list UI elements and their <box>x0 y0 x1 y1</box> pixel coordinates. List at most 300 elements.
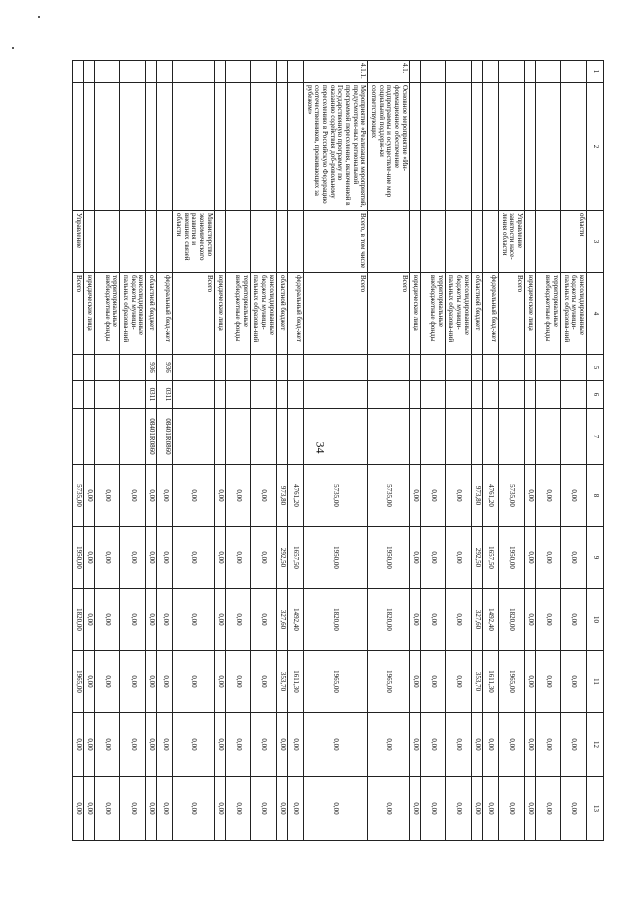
table-cell <box>95 409 120 465</box>
table-cell <box>146 61 157 83</box>
table-cell <box>95 381 120 409</box>
table-cell <box>225 355 250 381</box>
table-cell: 292,50 <box>276 527 287 589</box>
table-cell <box>560 355 586 381</box>
table-cell: 0,00 <box>173 713 214 777</box>
table-cell <box>445 355 471 381</box>
table-cell: 0,00 <box>157 651 173 713</box>
table-cell: 08401R0860 <box>157 409 173 465</box>
table-cell: территориальные внебюджетные фонды <box>535 273 560 355</box>
table-cell: 0,00 <box>157 527 173 589</box>
table-cell <box>482 381 498 409</box>
table-cell: 0,00 <box>535 651 560 713</box>
table-cell <box>276 61 287 83</box>
table-cell <box>524 355 535 381</box>
table-cell <box>471 61 482 83</box>
table-cell <box>214 381 225 409</box>
table-cell <box>225 83 250 211</box>
table-cell <box>120 61 146 83</box>
table-cell: Мероприятие «Реализация мероприятий, предусмотрен-ных региональной программой переселения, включенной в Государственную программу по оказанию содействия доб-ровольному переселению в Российскую Федерацию соотечественников, проживающих за рубежом» <box>303 83 368 211</box>
table-cell <box>276 83 287 211</box>
table-cell <box>84 355 95 381</box>
table-cell: 0,00 <box>146 465 157 527</box>
table-cell <box>535 83 560 211</box>
table-cell: 0,00 <box>420 589 445 651</box>
table-cell: 0,00 <box>157 465 173 527</box>
table-cell <box>173 61 214 83</box>
table-cell: 1820,00 <box>303 589 368 651</box>
table-cell: 0,00 <box>157 777 173 841</box>
table-cell <box>287 355 303 381</box>
table-cell: 1657,50 <box>482 527 498 589</box>
column-number-row <box>587 61 604 841</box>
table-cell <box>482 355 498 381</box>
table-cell <box>420 355 445 381</box>
table-cell <box>120 211 146 273</box>
table-cell <box>524 381 535 409</box>
table-cell <box>276 211 287 273</box>
table-cell: 0,00 <box>409 777 420 841</box>
table-cell <box>250 409 276 465</box>
table-cell: областной бюджет <box>276 273 287 355</box>
table-cell <box>420 409 445 465</box>
table-cell: 973,80 <box>471 465 482 527</box>
table-cell: юридические лица <box>84 273 95 355</box>
table-cell: 0,00 <box>146 651 157 713</box>
table-cell: 1965,00 <box>498 651 524 713</box>
table-cell: 0,00 <box>84 589 95 651</box>
table-cell: 1950,00 <box>73 527 84 589</box>
table-cell: 0,00 <box>445 777 471 841</box>
table-cell <box>420 211 445 273</box>
table-cell <box>276 355 287 381</box>
table-cell: областной бюджет <box>146 273 157 355</box>
table-row <box>498 61 524 841</box>
table-row <box>173 61 214 841</box>
table-cell: 0,00 <box>225 589 250 651</box>
table-row <box>560 61 586 841</box>
table-cell: 0,00 <box>560 589 586 651</box>
table-cell: 0,00 <box>409 589 420 651</box>
table-cell: 1820,00 <box>498 589 524 651</box>
table-cell <box>287 381 303 409</box>
table-cell: 4761,20 <box>287 465 303 527</box>
table-row <box>225 61 250 841</box>
table-cell <box>482 61 498 83</box>
table-cell: 0,00 <box>120 713 146 777</box>
table-cell: 0,00 <box>120 651 146 713</box>
table-cell: 0,00 <box>409 651 420 713</box>
table-cell: 1965,00 <box>368 651 409 713</box>
table-row <box>420 61 445 841</box>
table-cell <box>157 83 173 211</box>
budget-table <box>72 60 604 841</box>
table-cell <box>120 409 146 465</box>
table-cell: 0,00 <box>276 713 287 777</box>
table-cell <box>95 211 120 273</box>
scan-speck <box>38 16 40 18</box>
table-cell: 0,00 <box>95 713 120 777</box>
table-cell: 0,00 <box>214 777 225 841</box>
table-cell: 1950,00 <box>303 527 368 589</box>
table-cell: 0,00 <box>535 589 560 651</box>
table-cell: 5735,00 <box>73 465 84 527</box>
table-cell <box>409 381 420 409</box>
table-cell: 0,00 <box>120 589 146 651</box>
table-cell: 0,00 <box>303 713 368 777</box>
table-cell <box>482 211 498 273</box>
table-cell: 0,00 <box>95 527 120 589</box>
table-cell <box>173 83 214 211</box>
table-cell <box>276 381 287 409</box>
table-cell: 0,00 <box>535 527 560 589</box>
rotated-table-area <box>75 60 604 840</box>
table-cell: 0,00 <box>84 527 95 589</box>
table-cell: 0,00 <box>445 465 471 527</box>
table-cell: 0,00 <box>250 465 276 527</box>
table-cell <box>498 83 524 211</box>
table-cell: 0,00 <box>173 527 214 589</box>
table-cell: 0,00 <box>303 777 368 841</box>
table-cell: 0,00 <box>146 713 157 777</box>
table-cell: 0,00 <box>146 527 157 589</box>
table-row <box>95 61 120 841</box>
table-cell <box>95 61 120 83</box>
table-cell: 0,00 <box>560 465 586 527</box>
table-cell <box>420 381 445 409</box>
table-cell: 0,00 <box>173 465 214 527</box>
table-cell <box>173 381 214 409</box>
table-cell <box>225 211 250 273</box>
table-cell: 0,00 <box>95 589 120 651</box>
column-header: 2 <box>587 83 604 211</box>
table-row <box>445 61 471 841</box>
table-cell: 0,00 <box>560 713 586 777</box>
table-cell <box>482 83 498 211</box>
table-cell <box>84 61 95 83</box>
table-cell <box>482 409 498 465</box>
table-cell: 0,00 <box>524 777 535 841</box>
table-cell: 0,00 <box>214 527 225 589</box>
table-cell <box>498 381 524 409</box>
table-cell: 1820,00 <box>73 589 84 651</box>
table-row <box>73 61 84 841</box>
table-cell <box>409 61 420 83</box>
table-row <box>84 61 95 841</box>
table-cell <box>445 381 471 409</box>
table-cell: 1965,00 <box>303 651 368 713</box>
table-cell: 0,00 <box>73 713 84 777</box>
table-cell: 0,00 <box>535 713 560 777</box>
table-cell <box>73 61 84 83</box>
table-cell <box>120 355 146 381</box>
scan-speck <box>12 47 14 49</box>
table-cell <box>250 355 276 381</box>
column-header: 8 <box>587 465 604 527</box>
column-header: 12 <box>587 713 604 777</box>
table-cell: 5735,00 <box>498 465 524 527</box>
column-header: 13 <box>587 777 604 841</box>
table-cell: 0,00 <box>287 713 303 777</box>
table-cell: 0,00 <box>225 713 250 777</box>
table-row <box>276 61 287 841</box>
table-cell <box>250 83 276 211</box>
table-cell: 0,00 <box>420 777 445 841</box>
table-cell: юридические лица <box>524 273 535 355</box>
table-cell: 0,00 <box>173 777 214 841</box>
table-row <box>287 61 303 841</box>
table-cell: 353,70 <box>471 651 482 713</box>
table-cell: Основное мероприятие «Ин-формационное обеспечение подпрограммы и осуществле-ние мер социальной поддерж-ки соответствующих <box>368 83 409 211</box>
table-cell: 0,00 <box>225 777 250 841</box>
table-cell: 973,80 <box>276 465 287 527</box>
table-cell <box>157 211 173 273</box>
table-cell: 0,00 <box>250 651 276 713</box>
page-number: 34 <box>313 441 328 454</box>
table-cell <box>409 355 420 381</box>
table-cell: 0,00 <box>471 713 482 777</box>
table-cell: 1657,50 <box>287 527 303 589</box>
column-header: 1 <box>587 61 604 83</box>
table-cell: 0,00 <box>214 589 225 651</box>
table-cell <box>535 211 560 273</box>
table-cell <box>471 211 482 273</box>
table-cell: Министерство экономического развития и внешних связей области <box>173 211 214 273</box>
table-cell: 0,00 <box>482 713 498 777</box>
table-cell <box>409 83 420 211</box>
table-cell <box>120 83 146 211</box>
table-cell <box>524 83 535 211</box>
table-cell: 4.1. <box>368 61 409 83</box>
table-cell <box>368 355 409 381</box>
table-cell: 0,00 <box>120 465 146 527</box>
table-cell: 0,00 <box>173 589 214 651</box>
table-cell: консолидированные бюджеты муници-пальных образова-ний <box>445 273 471 355</box>
column-header: 9 <box>587 527 604 589</box>
table-cell: 0,00 <box>445 651 471 713</box>
table-cell: 4761,20 <box>482 465 498 527</box>
table-row <box>214 61 225 841</box>
table-cell: 0,00 <box>157 713 173 777</box>
table-cell <box>535 381 560 409</box>
table-cell <box>498 409 524 465</box>
table-cell: 0,00 <box>445 713 471 777</box>
table-cell <box>524 211 535 273</box>
table-cell <box>471 381 482 409</box>
table-cell: Всего <box>498 273 524 355</box>
table-cell <box>225 409 250 465</box>
table-cell: 1611,30 <box>482 651 498 713</box>
table-cell <box>95 83 120 211</box>
table-cell: консолидированные бюджеты муници-пальных образова-ний <box>560 273 586 355</box>
table-cell: 1965,00 <box>73 651 84 713</box>
column-header: 6 <box>587 381 604 409</box>
table-cell <box>303 409 368 465</box>
table-cell: 0,00 <box>368 713 409 777</box>
table-cell <box>73 83 84 211</box>
table-cell: 0,00 <box>214 651 225 713</box>
table-cell <box>560 409 586 465</box>
table-cell <box>420 83 445 211</box>
table-cell <box>524 61 535 83</box>
table-cell: 0,00 <box>250 777 276 841</box>
table-cell <box>120 381 146 409</box>
table-row <box>146 61 157 841</box>
table-cell <box>409 211 420 273</box>
table-cell: 1492,40 <box>287 589 303 651</box>
column-header: 11 <box>587 651 604 713</box>
table-cell: юридические лица <box>214 273 225 355</box>
table-cell: 0,00 <box>146 777 157 841</box>
table-cell: 0,00 <box>276 777 287 841</box>
table-cell: 0,00 <box>250 527 276 589</box>
table-cell: 0,00 <box>409 465 420 527</box>
table-cell: консолидированные бюджеты муници-пальных образова-ний <box>120 273 146 355</box>
table-cell: 0,00 <box>173 651 214 713</box>
table-cell <box>471 409 482 465</box>
table-cell <box>287 83 303 211</box>
table-cell: 0,00 <box>445 527 471 589</box>
table-cell <box>173 409 214 465</box>
table-cell: 0,00 <box>420 713 445 777</box>
table-row <box>535 61 560 841</box>
table-cell <box>276 409 287 465</box>
table-cell <box>560 381 586 409</box>
table-row <box>482 61 498 841</box>
table-cell: 0,00 <box>250 713 276 777</box>
table-cell: юридические лица <box>409 273 420 355</box>
table-cell: 0,00 <box>84 777 95 841</box>
table-cell: 0,00 <box>498 713 524 777</box>
table-cell <box>214 211 225 273</box>
table-cell <box>84 409 95 465</box>
table-cell: 0,00 <box>471 777 482 841</box>
table-cell: 0,00 <box>95 651 120 713</box>
table-cell <box>84 83 95 211</box>
table-row <box>250 61 276 841</box>
table-cell: 0,00 <box>498 777 524 841</box>
table-cell: 0,00 <box>420 465 445 527</box>
table-cell: Управление занятости насе-ления области <box>498 211 524 273</box>
table-cell: 0,00 <box>84 713 95 777</box>
table-cell: консолидированные бюджеты муници-пальных образова-ний <box>250 273 276 355</box>
table-cell: 0,00 <box>120 777 146 841</box>
table-cell: 0,00 <box>146 589 157 651</box>
table-cell <box>146 211 157 273</box>
table-cell: 5735,00 <box>368 465 409 527</box>
table-cell: 0,00 <box>84 465 95 527</box>
column-header: 5 <box>587 355 604 381</box>
table-cell <box>214 83 225 211</box>
table-cell: 0,00 <box>225 465 250 527</box>
table-cell <box>560 83 586 211</box>
table-cell <box>498 355 524 381</box>
table-cell <box>535 355 560 381</box>
table-cell <box>445 211 471 273</box>
table-cell: 1492,40 <box>482 589 498 651</box>
table-cell: 0,00 <box>225 527 250 589</box>
table-row <box>303 61 368 841</box>
table-cell: 08401R0860 <box>146 409 157 465</box>
table-cell: 0,00 <box>120 527 146 589</box>
table-cell <box>535 61 560 83</box>
table-cell <box>250 211 276 273</box>
table-cell <box>95 355 120 381</box>
table-cell <box>157 61 173 83</box>
table-cell: 0,00 <box>524 527 535 589</box>
table-cell <box>146 83 157 211</box>
table-cell: 327,60 <box>471 589 482 651</box>
table-row <box>471 61 482 841</box>
table-cell <box>225 381 250 409</box>
table-body <box>73 61 587 841</box>
table-cell: 0,00 <box>368 777 409 841</box>
table-cell <box>445 409 471 465</box>
table-cell <box>445 61 471 83</box>
table-cell: 0311 <box>146 381 157 409</box>
table-cell <box>287 409 303 465</box>
table-cell: 0,00 <box>84 651 95 713</box>
table-cell: 0,00 <box>95 465 120 527</box>
table-cell: 0,00 <box>560 527 586 589</box>
table-cell: Всего, в том числе <box>303 211 368 273</box>
table-cell: Всего <box>368 273 409 355</box>
table-cell <box>524 409 535 465</box>
table-cell: 0,00 <box>482 777 498 841</box>
table-cell: 0,00 <box>409 713 420 777</box>
table-cell: 0,00 <box>535 465 560 527</box>
table-cell: 292,50 <box>471 527 482 589</box>
table-cell: 0,00 <box>524 465 535 527</box>
column-header: 3 <box>587 211 604 273</box>
table-row <box>120 61 146 841</box>
table-cell: 0,00 <box>214 713 225 777</box>
table-cell: 936 <box>157 355 173 381</box>
table-cell: 0311 <box>157 381 173 409</box>
table-cell: Всего <box>303 273 368 355</box>
table-cell <box>84 211 95 273</box>
column-header: 4 <box>587 273 604 355</box>
table-cell: 0,00 <box>287 777 303 841</box>
table-cell: 936 <box>146 355 157 381</box>
table-cell <box>287 211 303 273</box>
table-cell <box>73 355 84 381</box>
table-cell: 1820,00 <box>368 589 409 651</box>
table-cell <box>368 409 409 465</box>
table-cell: 0,00 <box>445 589 471 651</box>
table-cell: 0,00 <box>95 777 120 841</box>
table-cell <box>471 83 482 211</box>
table-cell: 353,70 <box>276 651 287 713</box>
table-cell: Всего <box>173 273 214 355</box>
table-cell <box>303 381 368 409</box>
table-cell <box>73 381 84 409</box>
table-cell <box>214 355 225 381</box>
table-cell: 1950,00 <box>368 527 409 589</box>
table-cell <box>287 61 303 83</box>
rotated-table-container <box>75 60 604 840</box>
table-cell: области <box>560 211 586 273</box>
table-cell <box>214 61 225 83</box>
table-cell <box>409 409 420 465</box>
table-cell: 4.1.1. <box>303 61 368 83</box>
table-cell <box>471 355 482 381</box>
table-cell: 0,00 <box>250 589 276 651</box>
table-cell: федеральный бюд-жет <box>287 273 303 355</box>
table-cell: территориальные внебюджетные фонды <box>225 273 250 355</box>
table-cell: 0,00 <box>409 527 420 589</box>
table-cell: 0,00 <box>524 589 535 651</box>
